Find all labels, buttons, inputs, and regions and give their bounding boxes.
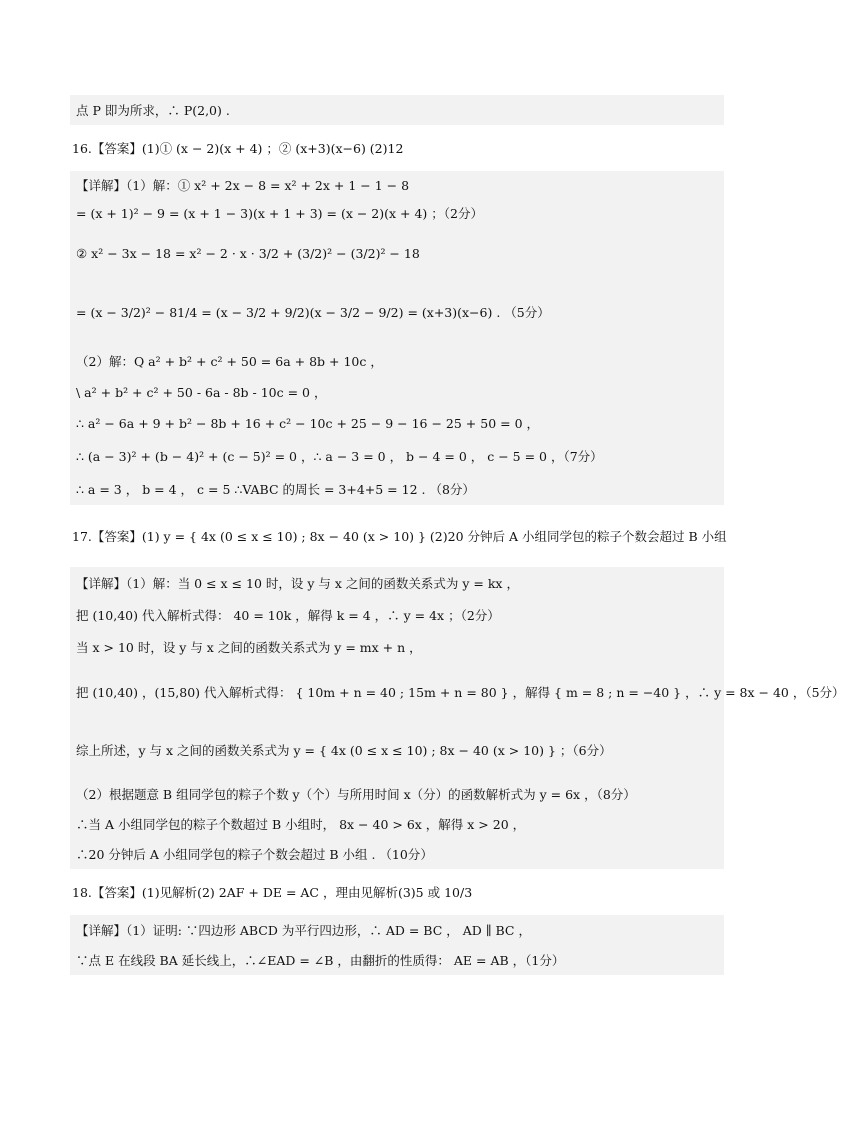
q16-detail-line: （2）解：Q a² + b² + c² + 50 = 6a + 8b + 10c ， bbox=[76, 354, 383, 369]
q17-detail-line: ∴当 A 小组同学包的粽子个数超过 B 小组时， 8x − 40 > 6x ，解得 x > 20 ， bbox=[76, 817, 526, 832]
q18-detail-line: ∵点 E 在线段 BA 延长线上，∴∠EAD = ∠B ，由翻折的性质得： AE = AB ，（1分） bbox=[76, 953, 565, 968]
q17-detail-line: 把 (10,40) ，(15,80) 代入解析式得： { 10m + n = 40 ; 15m + n = 80 } ，解得 { m = 8 ; n = −40 } ，∴ y = 8x − 40 ，（5分） bbox=[76, 685, 845, 700]
q17-detail-line: 当 x > 10 时，设 y 与 x 之间的函数关系式为 y = mx + n ， bbox=[76, 640, 422, 655]
q18-detail-line: 【详解】（1）证明: ∵四边形 ABCD 为平行四边形，∴ AD = BC ， AD ∥ BC ， bbox=[76, 923, 531, 938]
q16-detail-line: 【详解】（1）解：① x² + 2x − 8 = x² + 2x + 1 − 1 − 8 bbox=[76, 178, 410, 193]
intro-line: 点 P 即为所求，∴ P(2,0) . bbox=[76, 103, 230, 118]
q18-detail bbox=[70, 915, 724, 975]
q17-detail-line: 把 (10,40) 代入解析式得： 40 = 10k ，解得 k = 4 ，∴ y = 4x ；（2分） bbox=[76, 608, 500, 623]
q16-answer: 16.【答案】(1)① (x − 2)(x + 4) ；② (x+3)(x−6) (2)12 bbox=[72, 141, 404, 156]
q17-detail-line: ∴20 分钟后 A 小组同学包的粽子个数会超过 B 小组 . （10分） bbox=[76, 847, 433, 862]
q17-detail-line: 【详解】（1）解：当 0 ≤ x ≤ 10 时，设 y 与 x 之间的函数关系式为 y = kx ， bbox=[76, 576, 519, 591]
q17-detail bbox=[70, 567, 845, 869]
q16-detail bbox=[70, 171, 724, 505]
q16-detail-line: ② x² − 3x − 18 = x² − 2 · x · 3/2 + (3/2)² − (3/2)² − 18 bbox=[76, 245, 420, 261]
q16-detail-line: ∴ a² − 6a + 9 + b² − 8b + 16 + c² − 10c + 25 − 9 − 16 − 25 + 50 = 0 ， bbox=[76, 416, 540, 431]
q17-answer: 17.【答案】(1) y = { 4x (0 ≤ x ≤ 10) ; 8x − 40 (x > 10) } (2)20 分钟后 A 小组同学包的粽子个数会超过 B 小组 bbox=[72, 529, 727, 544]
q16-detail-line: ∴ a = 3 ， b = 4 ， c = 5 ∴VABC 的周长 = 3+4+5 = 12 . （8分） bbox=[76, 482, 475, 497]
q17-detail-line: 综上所述，y 与 x 之间的函数关系式为 y = { 4x (0 ≤ x ≤ 10) ; 8x − 40 (x > 10) } ；（6分） bbox=[76, 743, 612, 758]
q16-detail-line: ∴ (a − 3)² + (b − 4)² + (c − 5)² = 0 ，∴ a − 3 = 0 ， b − 4 = 0 ， c − 5 = 0 ，（7分） bbox=[76, 449, 603, 464]
intro-band bbox=[70, 95, 724, 125]
document-page bbox=[70, 0, 845, 975]
q16-detail-line: = (x + 1)² − 9 = (x + 1 − 3)(x + 1 + 3) = (x − 2)(x + 4) ；（2分） bbox=[76, 206, 483, 221]
q16-detail-line: = (x − 3/2)² − 81/4 = (x − 3/2 + 9/2)(x − 3/2 − 9/2) = (x+3)(x−6) . （5分） bbox=[76, 305, 550, 320]
q17-detail-line: （2）根据题意 B 组同学包的粽子个数 y（个）与所用时间 x（分）的函数解析式为 y = 6x ，（8分） bbox=[76, 787, 636, 802]
q16-detail-line: \ a² + b² + c² + 50 - 6a - 8b - 10c = 0 ， bbox=[76, 385, 327, 400]
q18-answer: 18.【答案】(1)见解析(2) 2AF + DE = AC ，理由见解析(3)5 或 10/3 bbox=[72, 885, 473, 900]
